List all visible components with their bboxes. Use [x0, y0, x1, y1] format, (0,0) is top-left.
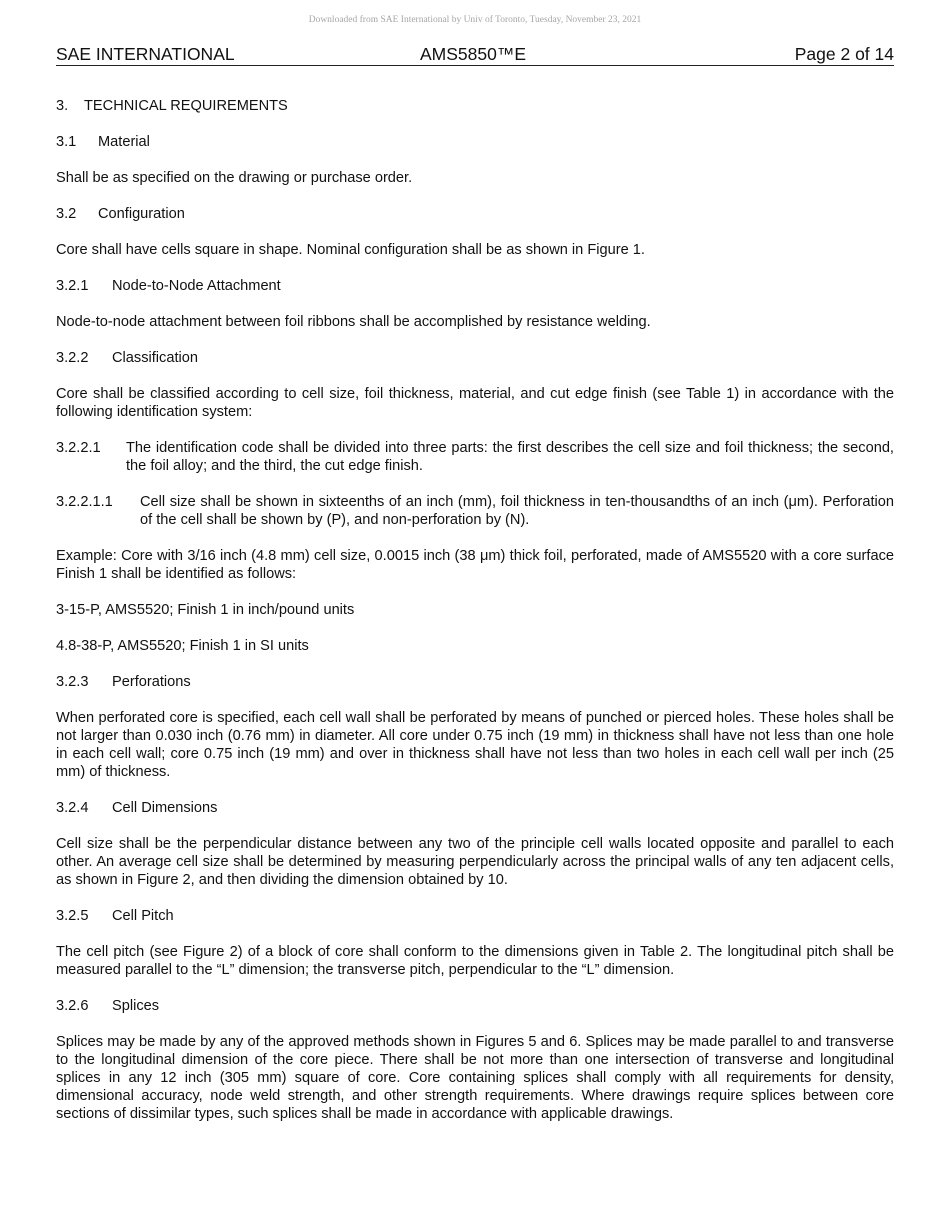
header-doc-number: AMS5850™E [420, 44, 527, 64]
header-page-number: Page 2 of 14 [794, 44, 894, 64]
section-title: TECHNICAL REQUIREMENTS [84, 98, 288, 114]
section-heading-3-2-6 [56, 997, 894, 1015]
section-number: 3.1 [56, 134, 77, 150]
section-title: Classification [112, 350, 198, 366]
section-title: Cell Dimensions [112, 800, 218, 816]
header-org: SAE INTERNATIONAL [56, 44, 235, 64]
section-heading-3-1 [56, 133, 894, 151]
paragraph-cell-dimensions: Cell size shall be the perpendicular distance between any two of the principle cell walls located opposite and parallel to each other. An average cell size shall be determined by measuring perpendicularly across the principal walls of any ten adjacent cells, as shown in Figure 2, and then dividing the dimension obtained by 10. [56, 836, 894, 888]
section-number: 3.2.1 [56, 278, 89, 294]
example-code-inch: 3-15-P, AMS5520; Finish 1 in inch/pound units [56, 602, 355, 618]
section-number: 3. [56, 98, 69, 114]
section-heading-3-2-1 [56, 277, 894, 295]
paragraph-cell-pitch: The cell pitch (see Figure 2) of a block of core shall conform to the dimensions given in Table 2. The longitudinal pitch shall be measured parallel to the “L” dimension; the transverse pitch, perpendicular to the “L” dimension. [56, 944, 894, 978]
subsection-3-2-2-1 [56, 439, 894, 475]
section-heading-3-2-2 [56, 349, 894, 367]
section-number: 3.2.2 [56, 350, 89, 366]
section-title: Cell Pitch [112, 908, 174, 924]
paragraph-node-attachment: Node-to-node attachment between foil ribbons shall be accomplished by resistance welding. [56, 314, 651, 330]
section-title: Splices [112, 998, 160, 1014]
paragraph-configuration: Core shall have cells square in shape. Nominal configuration shall be as shown in Figure 1. [56, 242, 645, 258]
paragraph-splices: Splices may be made by any of the approved methods shown in Figures 5 and 6. Splices may be made parallel to and transverse to the longitudinal dimension of the core piece. There shall be not more than one intersection of transverse and longitudinal splices in any 12 inch (305 mm) square of core. Core containing splices shall comply with all requirements for density, dimensional accuracy, node weld strength, and other strength requirements. Where drawings require splices between core sections of dissimilar types, such splices shall be made in accordance with applicable drawings. [56, 1034, 894, 1122]
section-title: Material [98, 134, 150, 150]
download-watermark: Downloaded from SAE International by Univ of Toronto, Tuesday, November 23, 2021 [308, 15, 642, 25]
paragraph-material: Shall be as specified on the drawing or purchase order. [56, 170, 413, 186]
subsection-text: Cell size shall be shown in sixteenths of an inch (mm), foil thickness in ten-thousandths of an inch (μm). Perforation of the cell shall be shown by (P), and non-perforation by (N). [140, 494, 894, 528]
section-number: 3.2.4 [56, 800, 89, 816]
page-header [56, 43, 894, 66]
section-heading-3-2-5 [56, 907, 894, 925]
paragraph-classification: Core shall be classified according to cell size, foil thickness, material, and cut edge finish (see Table 1) in accordance with the following identification system: [56, 386, 894, 420]
section-number: 3.2.3 [56, 674, 89, 690]
document-body [56, 97, 894, 1141]
paragraph-example: Example: Core with 3/16 inch (4.8 mm) cell size, 0.0015 inch (38 μm) thick foil, perforated, made of AMS5520 with a core surface Finish 1 shall be identified as follows: [56, 548, 894, 582]
section-heading-3-2 [56, 205, 894, 223]
section-number: 3.2.2.1.1 [56, 494, 113, 510]
subsection-3-2-2-1-1 [56, 493, 894, 529]
section-number: 3.2.5 [56, 908, 89, 924]
section-number: 3.2.2.1 [56, 440, 101, 456]
section-heading-3-2-3 [56, 673, 894, 691]
section-heading-3-2-4 [56, 799, 894, 817]
section-title: Configuration [98, 206, 185, 222]
section-heading-3 [56, 97, 894, 115]
section-number: 3.2.6 [56, 998, 89, 1014]
paragraph-perforations: When perforated core is specified, each cell wall shall be perforated by means of punched or pierced holes. These holes shall be not larger than 0.030 inch (0.76 mm) in diameter. All core under 0.75 inch (19 mm) in thickness shall have not less than one hole in each cell wall; core 0.75 inch (19 mm) and over in thickness shall have not less than two holes in each cell wall per inch (25 mm) of thickness. [56, 710, 894, 780]
subsection-text: The identification code shall be divided into three parts: the first describes the cell size and foil thickness; the second, the foil alloy; and the third, the cut edge finish. [126, 440, 894, 474]
example-code-si: 4.8-38-P, AMS5520; Finish 1 in SI units [56, 638, 309, 654]
section-number: 3.2 [56, 206, 77, 222]
section-title: Node-to-Node Attachment [112, 278, 281, 294]
section-title: Perforations [112, 674, 191, 690]
